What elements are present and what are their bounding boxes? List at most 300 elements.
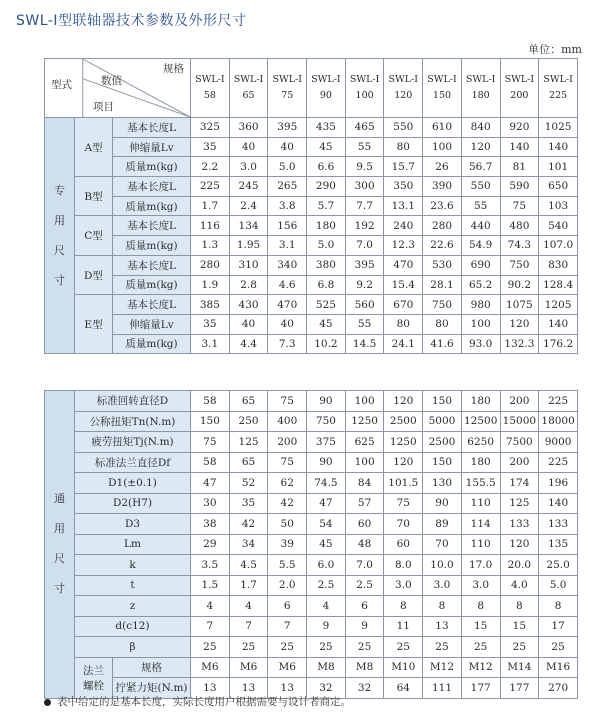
table-cell: 120 <box>384 452 423 473</box>
table-cell: 65.2 <box>461 275 500 295</box>
table-cell: 6 <box>345 596 384 617</box>
table-cell: 380 <box>307 255 346 275</box>
table-cell: 32 <box>307 678 346 699</box>
table-cell: 26 <box>423 157 462 177</box>
spec-size: 65 <box>242 90 255 101</box>
spec-prefix: SWL-Ⅰ <box>504 74 535 85</box>
table-cell: 5.0 <box>307 236 346 256</box>
table-cell: 56.7 <box>461 157 500 177</box>
table-cell: 1.3 <box>191 236 230 256</box>
table-cell: 200 <box>500 391 539 412</box>
table-cell: 440 <box>461 216 500 236</box>
table-cell: 47 <box>191 473 230 494</box>
section-label-char: 尺 <box>54 243 65 257</box>
table-cell: 470 <box>268 295 307 315</box>
spec-size: 75 <box>281 90 294 101</box>
table-cell: 8 <box>461 596 500 617</box>
table-cell: 17 <box>539 616 578 637</box>
table-cell: 1205 <box>539 295 578 315</box>
corner-value-label: 数值 <box>101 75 122 87</box>
table-cell: 55 <box>461 196 500 216</box>
spec-prefix: SWL-Ⅰ <box>427 74 457 85</box>
table-cell: 150 <box>423 452 462 473</box>
spec-size: 90 <box>319 90 332 101</box>
item-label: 伸缩量Lv <box>113 314 191 334</box>
table-cell: 75 <box>500 196 539 216</box>
table-cell: 920 <box>500 118 539 138</box>
table-cell: 15.7 <box>384 157 423 177</box>
table-cell: 90 <box>423 493 462 514</box>
table-cell: 7.0 <box>345 555 384 576</box>
table-cell: 4 <box>229 596 268 617</box>
spec-size: 200 <box>510 90 529 101</box>
table-cell: 70 <box>384 514 423 535</box>
unit-label: 单位：mm <box>528 43 582 56</box>
table-row <box>45 275 578 295</box>
item-label: 标准回转直径D <box>75 391 191 412</box>
spec-prefix: SWL-Ⅰ <box>233 74 264 85</box>
table-cell: 100 <box>423 137 462 157</box>
table-cell: 25 <box>307 637 346 658</box>
table-row <box>45 637 578 658</box>
page-title: SWL-Ⅰ型联轴器技术参数及外形尺寸 <box>16 13 247 29</box>
table-cell: 13 <box>423 616 462 637</box>
table-cell: 133 <box>539 514 578 535</box>
table-cell: 980 <box>461 295 500 315</box>
table-cell: 8 <box>539 596 578 617</box>
table-cell: 134 <box>229 216 268 236</box>
header-row <box>45 59 578 118</box>
spec-header <box>384 59 423 118</box>
table-cell: 132.3 <box>500 334 539 354</box>
table-cell: 60 <box>345 514 384 535</box>
table-cell: 550 <box>384 118 423 138</box>
table-cell: 42 <box>268 493 307 514</box>
table-row <box>45 391 578 412</box>
table-cell: 5.0 <box>539 575 578 596</box>
table-cell: 75 <box>191 432 230 453</box>
table-cell: 2500 <box>423 432 462 453</box>
table-cell: 750 <box>500 255 539 275</box>
table-cell: 25 <box>229 637 268 658</box>
item-label: D1(±0.1) <box>75 473 191 494</box>
table-cell: 25 <box>461 637 500 658</box>
table-cell: 35 <box>191 314 230 334</box>
table-row <box>45 596 578 617</box>
table-cell: 84 <box>345 473 384 494</box>
table-cell: 7.0 <box>345 236 384 256</box>
table-cell: 2.4 <box>229 196 268 216</box>
corner-item-label: 项目 <box>93 101 114 113</box>
table-cell: 75 <box>384 493 423 514</box>
item-label: D3 <box>75 514 191 535</box>
table-cell: 2.0 <box>268 575 307 596</box>
table-cell: 39 <box>268 534 307 555</box>
table-cell: 1250 <box>384 432 423 453</box>
table-cell: 110 <box>461 493 500 514</box>
table-cell: 45 <box>307 314 346 334</box>
table-cell: 3.0 <box>423 575 462 596</box>
table-cell: 42 <box>229 514 268 535</box>
item-label: 基本长度L <box>113 255 191 275</box>
table-cell: 14.5 <box>345 334 384 354</box>
table-cell: 65 <box>229 452 268 473</box>
table-cell: 13 <box>191 678 230 699</box>
spec-size: 100 <box>355 90 374 101</box>
table-cell: 375 <box>307 432 346 453</box>
table-cell: 174 <box>500 473 539 494</box>
table-cell: 177 <box>461 678 500 699</box>
section-label-char: 用 <box>54 522 65 536</box>
table-cell: 15 <box>461 616 500 637</box>
table-cell: 7.3 <box>268 334 307 354</box>
table-cell: 9000 <box>539 432 578 453</box>
table-row <box>45 514 578 535</box>
table-cell: 93.0 <box>461 334 500 354</box>
table-cell: 395 <box>345 255 384 275</box>
table-cell: 15 <box>500 616 539 637</box>
table-row <box>45 177 578 197</box>
table-cell: 280 <box>423 216 462 236</box>
table-cell: 192 <box>345 216 384 236</box>
table-cell: 2.2 <box>191 157 230 177</box>
table-cell: 120 <box>384 391 423 412</box>
section-label-char: 寸 <box>54 582 65 596</box>
table-cell: M8 <box>345 657 384 678</box>
table-cell: 114 <box>461 514 500 535</box>
table-cell: 610 <box>423 118 462 138</box>
table-cell: 1025 <box>539 118 578 138</box>
footnote <box>44 694 351 709</box>
table-cell: 7500 <box>500 432 539 453</box>
table-cell: 45 <box>307 534 346 555</box>
table-cell: 6250 <box>461 432 500 453</box>
table-cell: 140 <box>500 137 539 157</box>
table-cell: 90.2 <box>500 275 539 295</box>
table-cell: M6 <box>268 657 307 678</box>
type-label: E型 <box>75 295 113 354</box>
table-cell: 350 <box>384 177 423 197</box>
table-cell: 3.1 <box>191 334 230 354</box>
table-cell: 4.0 <box>500 575 539 596</box>
table-cell: 6 <box>268 596 307 617</box>
item-label: 拧紧力矩(N.m) <box>113 678 191 699</box>
spec-header <box>307 59 346 118</box>
table-cell: M10 <box>384 657 423 678</box>
table-cell: 28.1 <box>423 275 462 295</box>
table-cell: 3.0 <box>384 575 423 596</box>
section-label-char: 通 <box>54 492 65 506</box>
table-cell: 3.8 <box>268 196 307 216</box>
table-cell: 25 <box>539 637 578 658</box>
table-cell: 3.5 <box>191 555 230 576</box>
table-cell: 110 <box>461 534 500 555</box>
table-cell: 480 <box>500 216 539 236</box>
table-cell: 65 <box>229 391 268 412</box>
table-cell: 430 <box>229 295 268 315</box>
table-cell: 650 <box>539 177 578 197</box>
table-cell: 74.3 <box>500 236 539 256</box>
table-cell: 140 <box>539 314 578 334</box>
table-cell: 12.3 <box>384 236 423 256</box>
table-cell: 1.9 <box>191 275 230 295</box>
type-label: B型 <box>75 177 113 216</box>
table-cell: 120 <box>461 137 500 157</box>
table-cell: 10.0 <box>423 555 462 576</box>
table-cell: 1.7 <box>229 575 268 596</box>
item-label: 规格 <box>113 657 191 678</box>
table-cell: 2.5 <box>345 575 384 596</box>
item-label: Lm <box>75 534 191 555</box>
table-cell: 265 <box>268 177 307 197</box>
table-row <box>45 137 578 157</box>
table-cell: 111 <box>423 678 462 699</box>
bolt-label-top: 法兰 <box>83 664 104 677</box>
footnote-text: 表中给定的是基本长度，实际长度用户根据需要与设计者商定。 <box>57 696 351 708</box>
table-cell: 180 <box>461 452 500 473</box>
item-label: 伸缩量Lv <box>113 137 191 157</box>
spec-size: 180 <box>471 90 490 101</box>
table-cell: 13.1 <box>384 196 423 216</box>
table-cell: 270 <box>539 678 578 699</box>
table-cell: 29 <box>191 534 230 555</box>
table-cell: 125 <box>500 493 539 514</box>
table-row <box>45 575 578 596</box>
table-cell: 5000 <box>423 411 462 432</box>
corner-type-label: 型式 <box>51 79 72 91</box>
table-cell: 100 <box>345 391 384 412</box>
spec-size: 225 <box>549 90 568 101</box>
spec-size: 58 <box>203 90 216 101</box>
table-cell: 32 <box>345 678 384 699</box>
table-cell: 75 <box>268 391 307 412</box>
table-cell: 64 <box>384 678 423 699</box>
table-cell: 25 <box>345 637 384 658</box>
header-corner <box>45 59 191 118</box>
table-cell: 25 <box>191 637 230 658</box>
table-row <box>45 295 578 315</box>
table-cell: 690 <box>461 255 500 275</box>
item-label: z <box>75 596 191 617</box>
item-label: t <box>75 575 191 596</box>
item-label: 基本长度L <box>113 118 191 138</box>
table-cell: 80 <box>384 137 423 157</box>
table-cell: 225 <box>191 177 230 197</box>
table-cell: 9 <box>307 616 346 637</box>
table-row <box>45 493 578 514</box>
table-cell: M12 <box>423 657 462 678</box>
table-cell: 180 <box>461 391 500 412</box>
table-cell: 15000 <box>500 411 539 432</box>
table-cell: 3.1 <box>268 236 307 256</box>
table-cell: 290 <box>307 177 346 197</box>
table-cell: 40 <box>229 314 268 334</box>
table-cell: 35 <box>229 493 268 514</box>
table-cell: 8 <box>384 596 423 617</box>
section-label-char: 尺 <box>54 552 65 566</box>
table-cell: M12 <box>461 657 500 678</box>
table-row <box>45 534 578 555</box>
item-label: d(c12) <box>75 616 191 637</box>
table-cell: 2.8 <box>229 275 268 295</box>
table-cell: M16 <box>539 657 578 678</box>
table-cell: 60 <box>384 534 423 555</box>
table-cell: 8 <box>423 596 462 617</box>
table-cell: 38 <box>191 514 230 535</box>
table-cell: 116 <box>191 216 230 236</box>
table-cell: 80 <box>423 314 462 334</box>
table-cell: 1.5 <box>191 575 230 596</box>
table-row <box>45 452 578 473</box>
bolt-label-bottom: 螺栓 <box>83 679 104 692</box>
table-row <box>45 411 578 432</box>
table-cell: 47 <box>307 493 346 514</box>
table-cell: 101 <box>539 157 578 177</box>
spec-prefix: SWL-Ⅰ <box>349 74 380 85</box>
table-cell: 90 <box>307 452 346 473</box>
table-cell: 9.2 <box>345 275 384 295</box>
spec-header <box>461 59 500 118</box>
table-cell: 8 <box>500 596 539 617</box>
table-cell: 177 <box>500 678 539 699</box>
table-cell: 25 <box>268 637 307 658</box>
spec-size: 120 <box>394 90 413 101</box>
table-cell: 325 <box>191 118 230 138</box>
table-cell: 670 <box>384 295 423 315</box>
table-cell: 625 <box>345 432 384 453</box>
spec-size: 150 <box>432 90 452 101</box>
table-cell: 10.2 <box>307 334 346 354</box>
table-cell: 8.0 <box>384 555 423 576</box>
table-row <box>45 334 578 354</box>
table-cell: 155.5 <box>461 473 500 494</box>
table-cell: 176.2 <box>539 334 578 354</box>
table-cell: 3.0 <box>461 575 500 596</box>
table-cell: 50 <box>268 514 307 535</box>
table-cell: 2500 <box>384 411 423 432</box>
table-cell: 74.5 <box>307 473 346 494</box>
table-cell: 48 <box>345 534 384 555</box>
table-cell: M6 <box>229 657 268 678</box>
spec-prefix: SWL-Ⅰ <box>465 74 496 85</box>
table-cell: 6.6 <box>307 157 346 177</box>
table-cell: 310 <box>229 255 268 275</box>
table-row <box>45 555 578 576</box>
table-cell: 395 <box>268 118 307 138</box>
table-cell: 750 <box>307 411 346 432</box>
table-cell: 6.8 <box>307 275 346 295</box>
table-cell: 590 <box>500 177 539 197</box>
table-cell: 560 <box>345 295 384 315</box>
table-cell: 5.7 <box>307 196 346 216</box>
table-cell: 103 <box>539 196 578 216</box>
table-cell: 4.4 <box>229 334 268 354</box>
spec-prefix: SWL-Ⅰ <box>195 74 225 85</box>
table-cell: 52 <box>229 473 268 494</box>
section-label-char: 寸 <box>54 273 65 287</box>
table-cell: 180 <box>307 216 346 236</box>
table-cell: 4.5 <box>229 555 268 576</box>
table-cell: 81 <box>500 157 539 177</box>
table-cell: 107.0 <box>539 236 578 256</box>
table-row <box>45 236 578 256</box>
table-cell: 40 <box>268 137 307 157</box>
table-cell: 340 <box>268 255 307 275</box>
table-row <box>45 157 578 177</box>
table-cell: 13 <box>229 678 268 699</box>
table-cell: 6.0 <box>307 555 346 576</box>
table-cell: 1.7 <box>191 196 230 216</box>
section-label-char: 用 <box>54 213 65 227</box>
item-label: D2(H7) <box>75 493 191 514</box>
section-label <box>45 391 75 699</box>
item-label: β <box>75 637 191 658</box>
table-cell: 55 <box>345 137 384 157</box>
table-cell: 280 <box>191 255 230 275</box>
table-row <box>45 657 578 678</box>
table-row <box>45 616 578 637</box>
table-cell: 57 <box>345 493 384 514</box>
table-cell: 3.0 <box>229 157 268 177</box>
table-cell: 17.0 <box>461 555 500 576</box>
general-dimensions-table <box>44 390 578 699</box>
table-cell: 25 <box>500 637 539 658</box>
table-cell: M14 <box>500 657 539 678</box>
table-cell: 225 <box>539 391 578 412</box>
item-label: 基本长度L <box>113 295 191 315</box>
section-label-char: 专 <box>54 183 65 197</box>
table-cell: 5.5 <box>268 555 307 576</box>
table-cell: 390 <box>423 177 462 197</box>
special-dimensions-table <box>44 58 578 354</box>
table-cell: 400 <box>268 411 307 432</box>
table-cell: 101.5 <box>384 473 423 494</box>
table-cell: 24.1 <box>384 334 423 354</box>
table-cell: 15.4 <box>384 275 423 295</box>
table-cell: 55 <box>345 314 384 334</box>
item-label: 标准法兰直径Df <box>75 452 191 473</box>
table-cell: 550 <box>461 177 500 197</box>
table-cell: 200 <box>268 432 307 453</box>
table-cell: 470 <box>384 255 423 275</box>
corner-spec-label: 规格 <box>163 63 185 75</box>
table-cell: 40 <box>229 137 268 157</box>
table-cell: 750 <box>423 295 462 315</box>
table-cell: 34 <box>229 534 268 555</box>
table-cell: 120 <box>500 314 539 334</box>
item-label: 质量m(kg) <box>113 275 191 295</box>
table-cell: 30 <box>191 493 230 514</box>
item-label: 质量m(kg) <box>113 196 191 216</box>
table-cell: 150 <box>423 391 462 412</box>
table-cell: 250 <box>229 411 268 432</box>
table-cell: 200 <box>500 452 539 473</box>
table-cell: 23.6 <box>423 196 462 216</box>
spec-header <box>268 59 307 118</box>
spec-prefix: SWL-Ⅰ <box>272 74 302 85</box>
table-cell: 7.7 <box>345 196 384 216</box>
table-cell: 2.5 <box>307 575 346 596</box>
table-cell: 22.6 <box>423 236 462 256</box>
table-cell: 225 <box>539 452 578 473</box>
table-cell: 1250 <box>345 411 384 432</box>
table-cell: 196 <box>539 473 578 494</box>
table-cell: 35 <box>191 137 230 157</box>
table-cell: 360 <box>229 118 268 138</box>
table-cell: 45 <box>307 137 346 157</box>
section-label <box>45 118 75 354</box>
bullet-icon <box>44 699 51 706</box>
